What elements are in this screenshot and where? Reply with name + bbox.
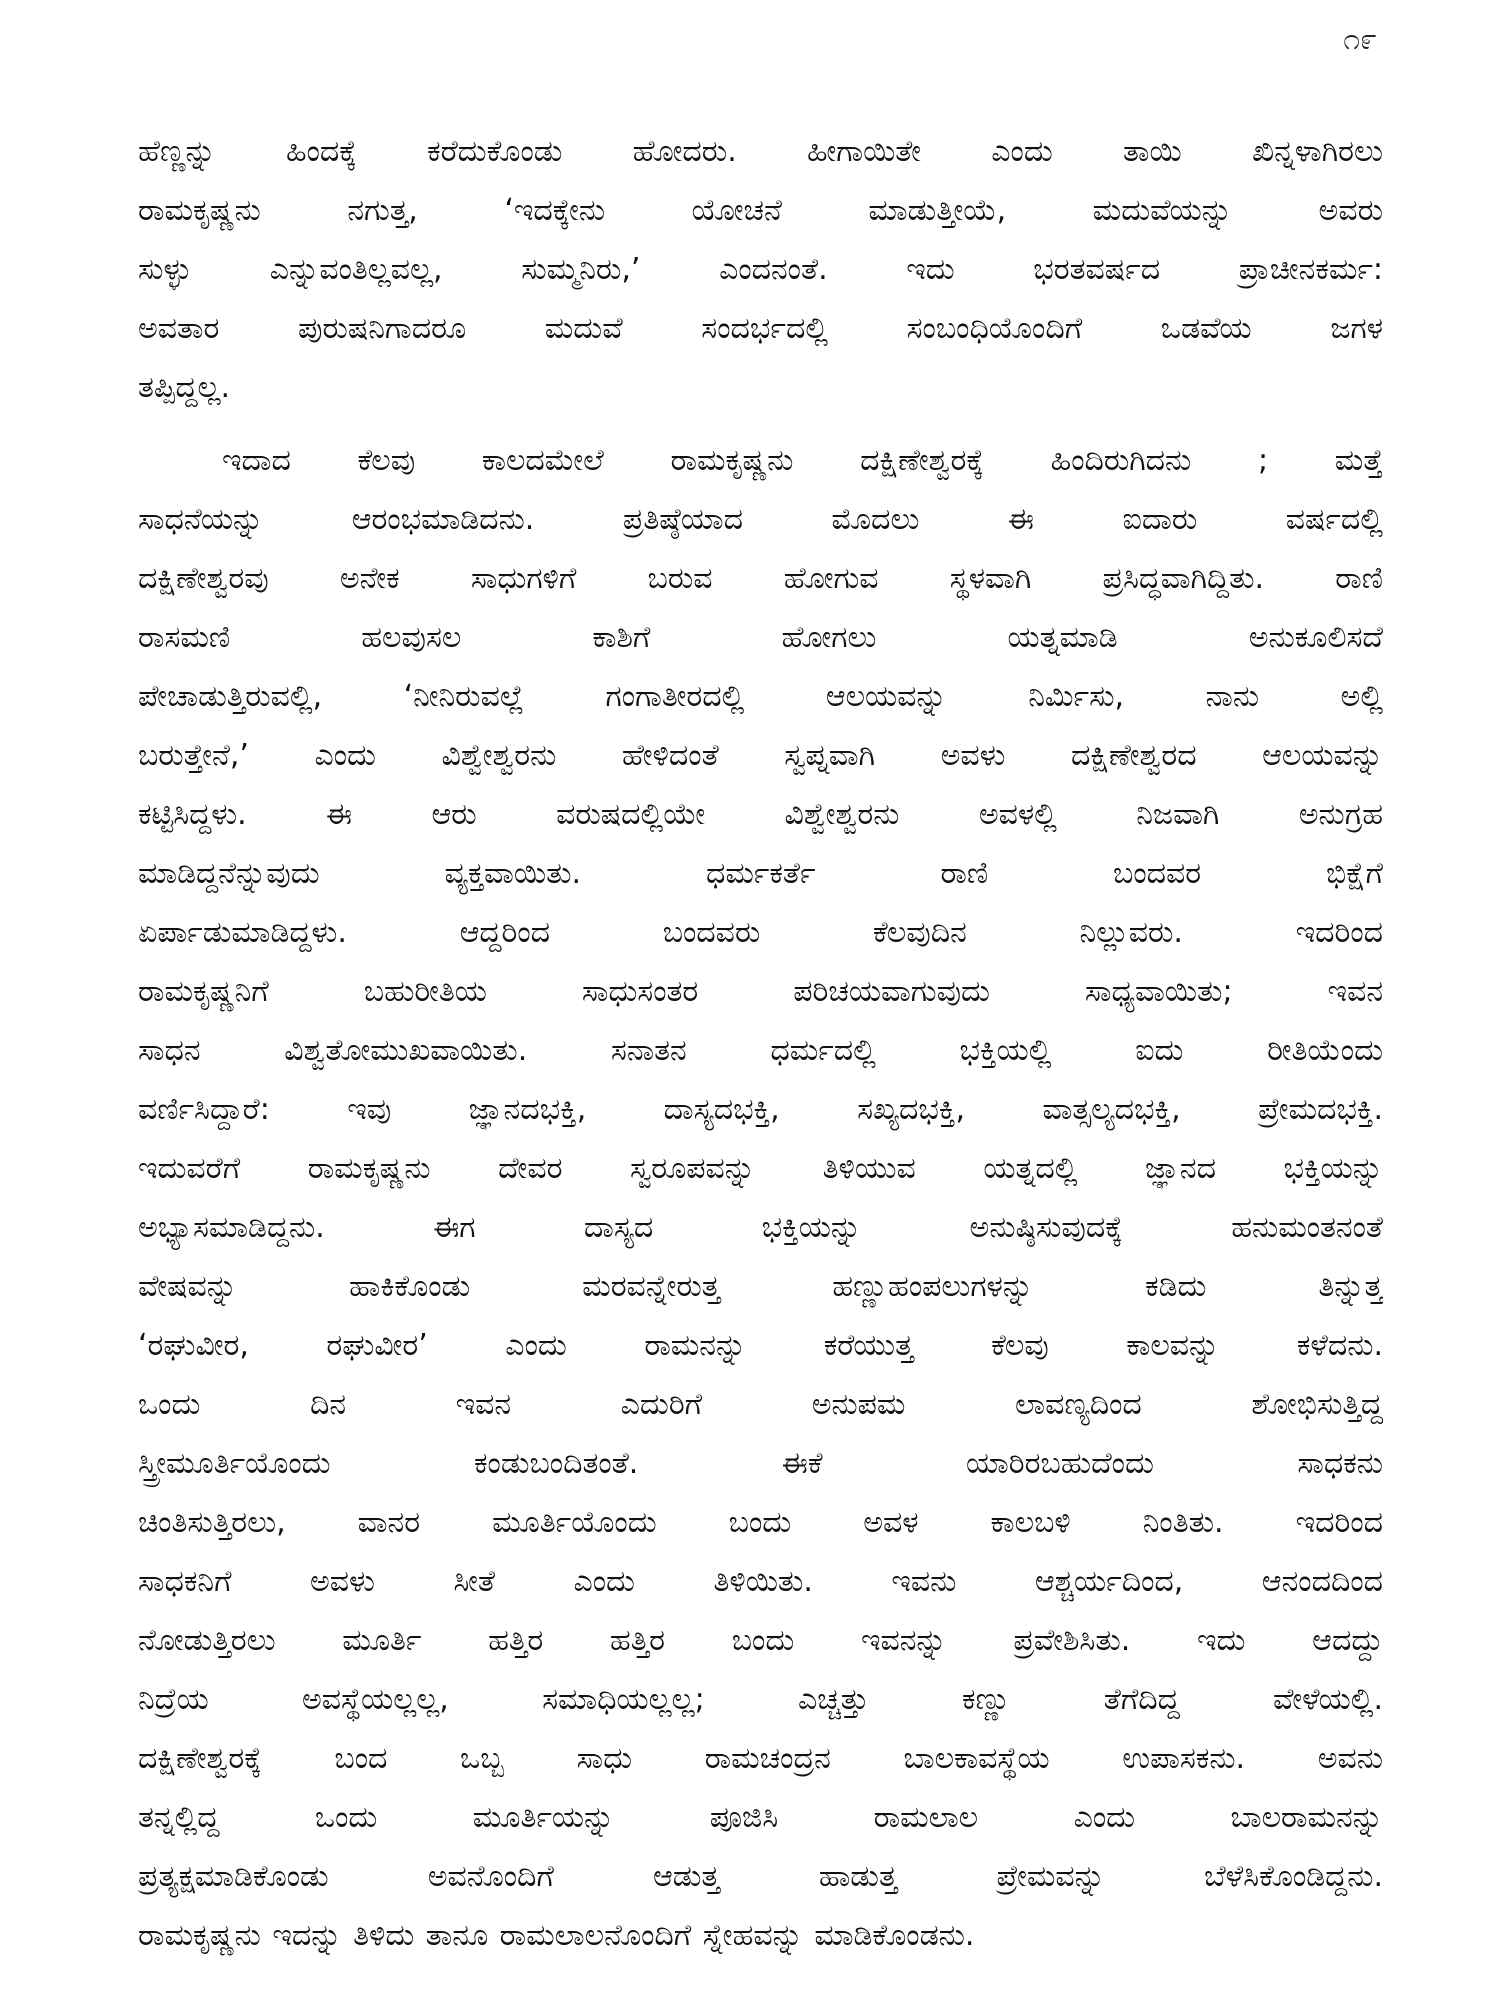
text-line: ಹೆಣ್ಣನ್ನು ಹಿಂದಕ್ಕೆ ಕರೆದುಕೊಂಡು ಹೋದರು. ಹೀಗಾಯಿತೇ ಎಂದು ತಾಯಿ ಖಿನ್ನಳಾಗಿರಲು [138, 134, 1383, 169]
paragraph [138, 431, 1383, 1965]
text-line: ವೇಷವನ್ನು ಹಾಕಿಕೊಂಡು ಮರವನ್ನೇರುತ್ತ ಹಣ್ಣುಹಂಪಲುಗಳನ್ನು ಕಡಿದು ತಿನ್ನುತ್ತ [138, 1269, 1383, 1304]
text-line: ರಾಸಮಣಿ ಹಲವುಸಲ ಕಾಶಿಗೆ ಹೋಗಲು ಯತ್ನಮಾಡಿ ಅನುಕೂಲಿಸದೆ [138, 620, 1383, 655]
text-line: ಸ್ತ್ರೀಮೂರ್ತಿಯೊಂದು ಕಂಡುಬಂದಿತಂತೆ. ಈಕೆ ಯಾರಿರಬಹುದೆಂದು ಸಾಧಕನು [138, 1446, 1383, 1481]
text-line: ಪೇಚಾಡುತ್ತಿರುವಲ್ಲಿ, ‘ನೀನಿರುವಲ್ಲೆ ಗಂಗಾತೀರದಲ್ಲಿ ಆಲಯವನ್ನು ನಿರ್ಮಿಸು, ನಾನು ಅಲ್ಲಿ [138, 679, 1383, 714]
text-line: ರಾಮಕೃಷ್ಣನು ನಗುತ್ತ, ‘ಇದಕ್ಕೇನು ಯೋಚನೆ ಮಾಡುತ್ತೀಯೆ, ಮದುವೆಯನ್ನು ಅವರು [138, 193, 1383, 228]
text-line: ದಕ್ಷಿಣೇಶ್ವರಕ್ಕೆ ಬಂದ ಒಬ್ಬ ಸಾಧು ರಾಮಚಂದ್ರನ ಬಾಲಕಾವಸ್ಥೆಯ ಉಪಾಸಕನು. ಅವನು [138, 1741, 1383, 1776]
text-line: ಸಾಧಕನಿಗೆ ಅವಳು ಸೀತೆ ಎಂದು ತಿಳಿಯಿತು. ಇವನು ಆಶ್ಚರ್ಯದಿಂದ, ಆನಂದದಿಂದ [138, 1564, 1383, 1599]
text-line: ಪ್ರತ್ಯಕ್ಷಮಾಡಿಕೊಂಡು ಅವನೊಂದಿಗೆ ಆಡುತ್ತ ಹಾಡುತ್ತ ಪ್ರೇಮವನ್ನು ಬೆಳೆಸಿಕೊಂಡಿದ್ದನು. [138, 1859, 1383, 1894]
body-text [138, 122, 1383, 1965]
text-line: ರಾಮಕೃಷ್ಣನಿಗೆ ಬಹುರೀತಿಯ ಸಾಧುಸಂತರ ಪರಿಚಯವಾಗುವುದು ಸಾಧ್ಯವಾಯಿತು; ಇವನ [138, 974, 1383, 1009]
text-line: ಇದಾದ ಕೆಲವು ಕಾಲದಮೇಲೆ ರಾಮಕೃಷ್ಣನು ದಕ್ಷಿಣೇಶ್ವರಕ್ಕೆ ಹಿಂದಿರುಗಿದನು ; ಮತ್ತೆ [222, 443, 1383, 478]
text-line: ಕಟ್ಟಿಸಿದ್ದಳು. ಈ ಆರು ವರುಷದಲ್ಲಿಯೇ ವಿಶ್ವೇಶ್ವರನು ಅವಳಲ್ಲಿ ನಿಜವಾಗಿ ಅನುಗ್ರಹ [138, 797, 1383, 832]
text-line: ವರ್ಣಿಸಿದ್ದಾರೆ: ಇವು ಜ್ಞಾನದಭಕ್ತಿ, ದಾಸ್ಯದಭಕ್ತಿ, ಸಖ್ಯದಭಕ್ತಿ, ವಾತ್ಸಲ್ಯದಭಕ್ತಿ, ಪ್ರೇಮದಭಕ್ತಿ. [138, 1092, 1383, 1127]
text-line: ಸುಳ್ಳು ಎನ್ನುವಂತಿಲ್ಲವಲ್ಲ, ಸುಮ್ಮನಿರು,’ ಎಂದನಂತೆ. ಇದು ಭರತವರ್ಷದ ಪ್ರಾಚೀನಕರ್ಮ: [138, 252, 1383, 287]
paragraph [138, 122, 1383, 417]
text-line: ಒಂದು ದಿನ ಇವನ ಎದುರಿಗೆ ಅನುಪಮ ಲಾವಣ್ಯದಿಂದ ಶೋಭಿಸುತ್ತಿದ್ದ [138, 1387, 1383, 1422]
text-line: ತನ್ನಲ್ಲಿದ್ದ ಒಂದು ಮೂರ್ತಿಯನ್ನು ಪೂಜಿಸಿ ರಾಮಲಾಲ ಎಂದು ಬಾಲರಾಮನನ್ನು [138, 1800, 1383, 1835]
text-line: ನೋಡುತ್ತಿರಲು ಮೂರ್ತಿ ಹತ್ತಿರ ಹತ್ತಿರ ಬಂದು ಇವನನ್ನು ಪ್ರವೇಶಿಸಿತು. ಇದು ಆದದ್ದು [138, 1623, 1383, 1658]
text-line: ಇದುವರೆಗೆ ರಾಮಕೃಷ್ಣನು ದೇವರ ಸ್ವರೂಪವನ್ನು ತಿಳಿಯುವ ಯತ್ನದಲ್ಲಿ ಜ್ಞಾನದ ಭಕ್ತಿಯನ್ನು [138, 1151, 1383, 1186]
text-line: ಅವತಾರ ಪುರುಷನಿಗಾದರೂ ಮದುವೆ ಸಂದರ್ಭದಲ್ಲಿ ಸಂಬಂಧಿಯೊಂದಿಗೆ ಒಡವೆಯ ಜಗಳ [138, 311, 1383, 346]
text-line: ಮಾಡಿದ್ದನೆನ್ನುವುದು ವ್ಯಕ್ತವಾಯಿತು. ಧರ್ಮಕರ್ತೆ ರಾಣಿ ಬಂದವರ ಭಿಕ್ಷೆಗೆ [138, 856, 1383, 891]
text-line: ಏರ್ಪಾಡುಮಾಡಿದ್ದಳು. ಆದ್ದರಿಂದ ಬಂದವರು ಕೆಲವುದಿನ ನಿಲ್ಲುವರು. ಇದರಿಂದ [138, 915, 1383, 950]
text-line: ಸಾಧನೆಯನ್ನು ಆರಂಭಮಾಡಿದನು. ಪ್ರತಿಷ್ಠೆಯಾದ ಮೊದಲು ಈ ಐದಾರು ವರ್ಷದಲ್ಲಿ [138, 502, 1383, 537]
text-line: ತಪ್ಪಿದ್ದಲ್ಲ. [138, 370, 231, 405]
text-line: ರಾಮಕೃಷ್ಣನು ಇದನ್ನು ತಿಳಿದು ತಾನೂ ರಾಮಲಾಲನೊಂದಿಗೆ ಸ್ನೇಹವನ್ನು ಮಾಡಿಕೊಂಡನು. [138, 1918, 975, 1953]
text-line: ಸಾಧನ ವಿಶ್ವತೋಮುಖವಾಯಿತು. ಸನಾತನ ಧರ್ಮದಲ್ಲಿ ಭಕ್ತಿಯಲ್ಲಿ ಐದು ರೀತಿಯೆಂದು [138, 1033, 1383, 1068]
text-line: ‘ರಘುವೀರ, ರಘುವೀರ’ ಎಂದು ರಾಮನನ್ನು ಕರೆಯುತ್ತ ಕೆಲವು ಕಾಲವನ್ನು ಕಳೆದನು. [138, 1328, 1383, 1363]
text-line: ಚಿಂತಿಸುತ್ತಿರಲು, ವಾನರ ಮೂರ್ತಿಯೊಂದು ಬಂದು ಅವಳ ಕಾಲಬಳಿ ನಿಂತಿತು. ಇದರಿಂದ [138, 1505, 1383, 1540]
text-line: ಬರುತ್ತೇನೆ,’ ಎಂದು ವಿಶ್ವೇಶ್ವರನು ಹೇಳಿದಂತೆ ಸ್ವಪ್ನವಾಗಿ ಅವಳು ದಕ್ಷಿಣೇಶ್ವರದ ಆಲಯವನ್ನು [138, 738, 1383, 773]
page-number: ೧೯ [1343, 22, 1377, 57]
text-line: ನಿದ್ರೆಯ ಅವಸ್ಥೆಯಲ್ಲಲ್ಲ, ಸಮಾಧಿಯಲ್ಲಲ್ಲ; ಎಚ್ಚತ್ತು ಕಣ್ಣು ತೆಗೆದಿದ್ದ ವೇಳೆಯಲ್ಲಿ. [138, 1682, 1383, 1717]
text-line: ಅಭ್ಯಾಸಮಾಡಿದ್ದನು. ಈಗ ದಾಸ್ಯದ ಭಕ್ತಿಯನ್ನು ಅನುಷ್ಠಿಸುವುದಕ್ಕೆ ಹನುಮಂತನಂತೆ [138, 1210, 1383, 1245]
text-line: ದಕ್ಷಿಣೇಶ್ವರವು ಅನೇಕ ಸಾಧುಗಳಿಗೆ ಬರುವ ಹೋಗುವ ಸ್ಥಳವಾಗಿ ಪ್ರಸಿದ್ಧವಾಗಿದ್ದಿತು. ರಾಣಿ [138, 561, 1383, 596]
